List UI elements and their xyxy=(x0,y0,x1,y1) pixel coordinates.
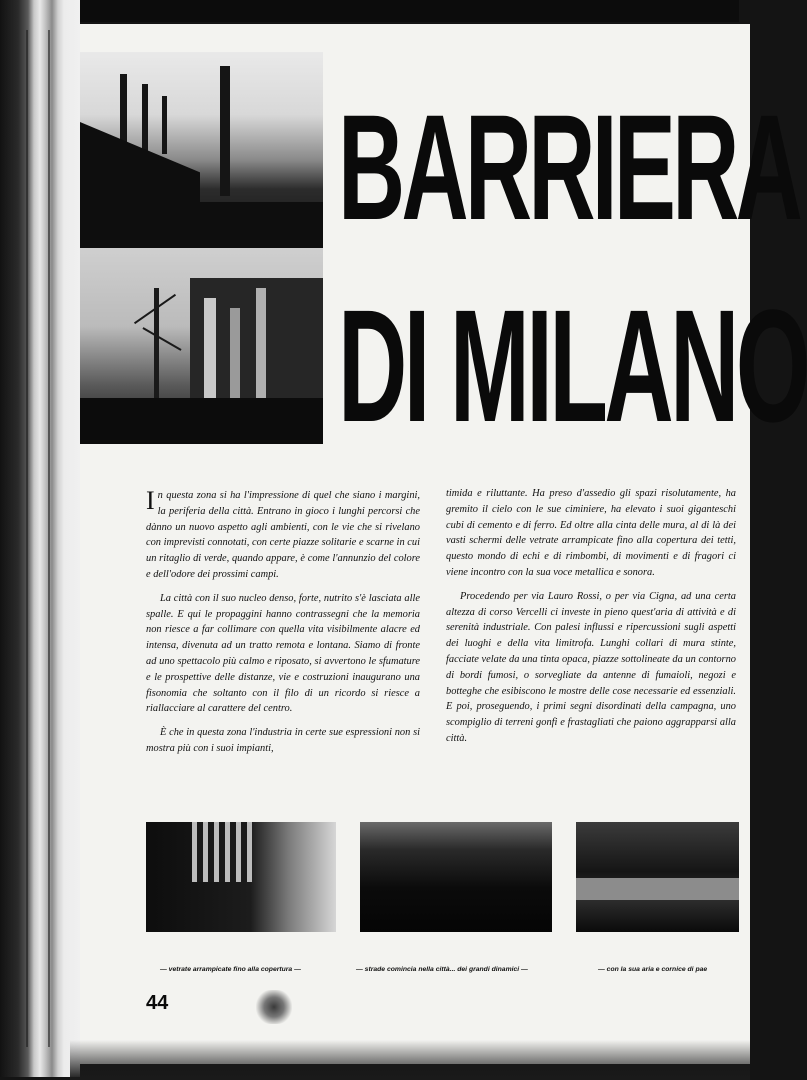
chimney xyxy=(162,96,167,154)
chimney xyxy=(142,84,148,154)
article-column-left xyxy=(146,488,420,765)
factory-windows xyxy=(192,822,252,882)
photo-factory-chimneys xyxy=(80,52,323,248)
scan-top-edge xyxy=(0,0,739,22)
paragraph: È che in questa zona l'industria in certe sue espressioni non si mostra più con i suoi impianti, xyxy=(146,727,420,754)
caption-3: — con la sua aria e cornice di pae xyxy=(598,966,708,973)
ground xyxy=(80,398,323,444)
building-strip xyxy=(576,878,739,900)
paragraph: timida e riluttante. Ha preso d'assedio gli spazi risolutamente, ha gremito il cielo con le sue ciminiere, ha elevato i suoi giganteschi cubi di cemento e di ferro. Ed oltre alla cinta delle mura, al di là dei vasti schermi delle vetrate arrampicate fino alla copertura dei tetti, questo mondo di echi e di rimbombi, di movimenti e di fragori ci viene incontro con la sua voce metallica e sonora. xyxy=(446,488,736,578)
paragraph: La città con il suo nucleo denso, forte, nutrito s'è lasciata alle spalle. E qui le propaggini hanno contrassegni che la memoria non riesce a far collimare con quella vita visibilmente alacre ed intensa, divenuta ad un tratto remota e lontana. Siamo di fronte ad uno spettacolo più calmo e riposato, si avvertono le sfumature e le prospettive delle distanze, vie e costruzioni inaugurano una fisonomia che soltanto con il filo di un ricordo si riesce a riallacciare al carattere del centro. xyxy=(146,592,420,715)
photo-suburb-buildings xyxy=(576,822,739,932)
photo-street-horizon xyxy=(360,822,552,932)
caption-2: — strade comincia nella città... dei grandi dinamici — xyxy=(356,966,528,973)
page-number: 44 xyxy=(146,992,169,1014)
factory-roof xyxy=(80,122,200,248)
photo-factory-facade xyxy=(146,822,336,932)
binding-line xyxy=(26,30,28,1047)
caption-1: — vetrate arrampicate fino alla copertura — xyxy=(160,966,301,973)
factory-building xyxy=(190,202,323,248)
book-binding xyxy=(0,0,80,1077)
headline-line-1: BARRIERA xyxy=(338,83,800,251)
binding-line xyxy=(48,30,50,1047)
chimney xyxy=(220,66,230,196)
drop-cap: I xyxy=(146,486,155,515)
headline-line-2: DI MILANO xyxy=(338,276,807,455)
tree-branch xyxy=(142,327,181,351)
scan-bottom-edge xyxy=(70,1040,750,1080)
article-column-right xyxy=(446,486,736,755)
paragraph: Procedendo per via Lauro Rossi, o per via Cigna, ad una certa altezza di corso Vercelli ci investe in pieno quest'aria di attività e di serenità industriale. Con palesi influssi e ripercussioni sugli aspetti dei luoghi e della vita limitrofa. Lunghi collari di mura stinte, facciate velate da una tinta opaca, piazze sottolineate da un contorno di bordi fumosi, o sorvegliate da antenne di fumaioli, negozi e botteghe che esibiscono le mostre delle cose necessarie ed essenziali. E poi, proseguendo, i primi segni disordinati della campagna, uno scompiglio di terreni gonfi e frastagliati che paiono aggrapparsi alla città. xyxy=(446,590,736,744)
photo-tree-building xyxy=(80,248,323,444)
ink-smudge xyxy=(256,990,292,1024)
paragraph-text: n questa zona si ha l'impressione di quel che siano i margini, la periferia della città. Entrano in gioco i lunghi percorsi che dànno un nuovo aspetto agli ambienti, con le vie che si rivelano con imprevisti connotati, con certe piazze solitarie e scarne in cui un ritaglio di verde, quando appare, è come l'annunzio del colore e dell'odore dei prossimi campi. xyxy=(146,490,420,580)
paragraph xyxy=(146,488,420,583)
